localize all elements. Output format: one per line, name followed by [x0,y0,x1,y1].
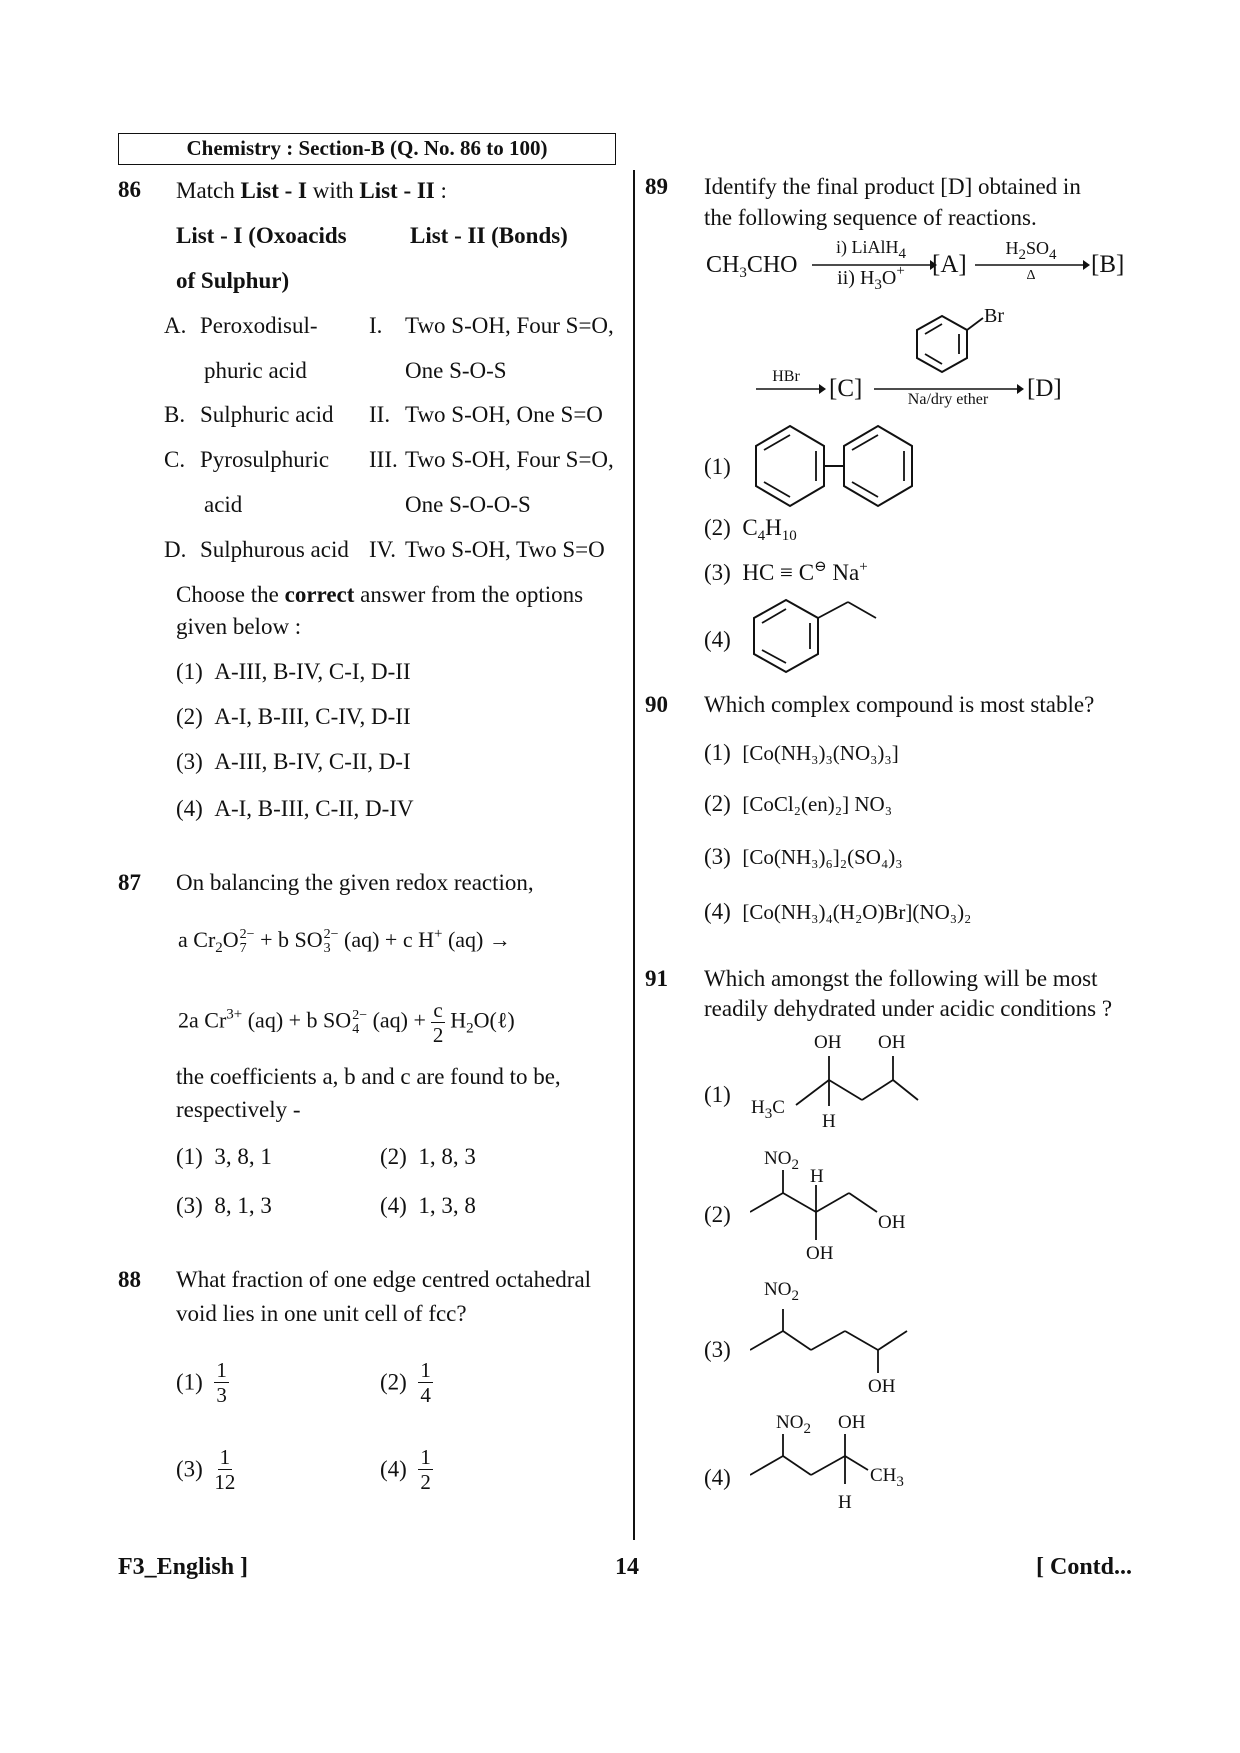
q91-s2-oh-right: OH [878,1212,906,1233]
q86-row-b-value: Sulphuric acid [200,402,334,427]
q90-option-1[interactable]: (1) [Co(NH₃)₃(NO₃)₃] [704,740,899,765]
q86-row-i-value-2: One S-O-S [405,358,507,383]
q86-row-iii-value-2: One S-O-O-S [405,492,531,517]
q87-equation-2: 2a $Cr^{3+}$ (aq) + b SO 2− 4 (aq) + $\frac{c}{2}$ $H_2O(\ell)$ [178,998,515,1047]
q88-number: 88 [118,1267,141,1292]
q86-row-ii-value: Two S-OH, One S=O [405,402,603,427]
q87-text-1: the coefficients a, b and c are found to be, [176,1064,561,1089]
q87-number: 87 [118,870,141,895]
q91-s2-oh-bottom: OH [806,1243,834,1264]
column-divider [633,170,635,1540]
q89-reagent-1-bottom: ii) $H_3O^+$ [837,263,905,293]
page-number: 14 [615,1554,639,1580]
q89-option-4[interactable]: (4) [704,627,731,652]
q89-number: 89 [645,174,668,199]
q89-option-3[interactable]: (3) HC ≡ C⊖ Na+ [704,559,868,585]
q91-structure-3[interactable] [750,1295,930,1395]
q89-reagent-2-bottom: Δ [1026,268,1036,283]
q89-option-2[interactable]: (2) $C_4H_{10}$ [704,515,797,544]
q91-s4-oh: OH [838,1412,866,1433]
q91-s3-no2: $NO_2$ [764,1279,799,1304]
q91-stem-1: Which amongst the following will be most [704,966,1098,991]
q86-row-iii-value: Two S-OH, Four S=O, [405,447,614,472]
q86-row-iv-key: IV. [369,537,397,562]
q91-s4-ch3: $CH_3$ [870,1465,904,1490]
q89-reagent-4: Na/dry ether [907,391,989,408]
q86-row-c-value-2: acid [204,492,243,517]
q86-row-a-key: A. [164,313,187,338]
q90-option-4[interactable]: (4) [Co(NH₃)₄(H₂O)Br](NO₃)₂ [704,899,972,924]
footer-continued: [ Contd... [1036,1554,1133,1580]
biphenyl-structure[interactable] [748,420,918,512]
q86-row-i-value: Two S-OH, Four S=O, [405,313,614,338]
q91-stem-2: readily dehydrated under acidic conditions ? [704,996,1113,1021]
q87-option-2[interactable]: (2) 1, 8, 3 [380,1144,476,1169]
q86-choose-line: Choose the correct answer from the options [176,582,584,607]
q91-s1-h3c: $H_3C$ [751,1097,785,1122]
q88-option-3[interactable]: (3) $\frac{1}{12}$ [176,1445,236,1494]
q86-row-i-key: I. [369,313,383,338]
q91-option-3[interactable]: (3) [704,1337,731,1362]
q90-option-3[interactable]: (3) [Co(NH₃)₆]₂(SO₄)₃ [704,844,903,869]
q87-option-4[interactable]: (4) 1, 3, 8 [380,1193,476,1218]
q91-s2-no2: $NO_2$ [764,1148,799,1173]
q87-text-2: respectively - [176,1097,301,1122]
q91-s3-oh: OH [868,1376,896,1397]
q86-list1-header-2: of Sulphur) [176,268,290,293]
q89-option-1[interactable]: (1) [704,454,731,479]
q89-product-a: [A] [932,251,967,278]
q89-reagent-2-top: $H_2SO_4$ [1005,238,1057,263]
q91-s4-h: H [838,1492,852,1513]
q86-row-ii-key: II. [369,402,391,427]
q86-row-c-key: C. [164,447,186,472]
q90-stem: Which complex compound is most stable? [704,692,1095,717]
q90-option-2[interactable]: (2) [CoCl₂(en)₂] NO₃ [704,791,893,816]
q89-stem-2: the following sequence of reactions. [704,205,1037,230]
q87-stem: On balancing the given redox reaction, [176,870,534,895]
q87-option-3[interactable]: (3) 8, 1, 3 [176,1193,272,1218]
footer-booklet-code: F3_English ] [118,1554,249,1580]
q88-option-2[interactable]: (2) $\frac{1}{4}$ [380,1358,431,1407]
q89-product-d: [D] [1027,375,1062,402]
q87-option-1[interactable]: (1) 3, 8, 1 [176,1144,272,1169]
q89-reagent-1-top: i) LiAlH$_4$ [836,237,906,262]
q86-option-2[interactable]: (2) A-I, B-III, C-IV, D-II [176,704,411,729]
q91-option-1[interactable]: (1) [704,1082,731,1107]
q86-option-3[interactable]: (3) A-III, B-IV, C-II, D-I [176,749,411,774]
q91-s4-no2: $NO_2$ [776,1412,811,1437]
q86-number: 86 [118,177,141,202]
q86-choose-line-2: given below : [176,614,302,639]
q86-row-iii-key: III. [369,447,398,472]
q90-number: 90 [645,692,668,717]
q86-stem: Match List - I with List - II : [176,178,447,203]
q89-reagent-3: HBr [772,368,800,385]
q89-product-b: [B] [1091,251,1125,278]
q86-list2-header: List - II (Bonds) [410,223,568,248]
q88-option-4[interactable]: (4) $\frac{1}{2}$ [380,1445,431,1494]
q91-option-2[interactable]: (2) [704,1202,731,1227]
q86-row-a-value: Peroxodisul- [200,313,318,338]
q89-product-c: [C] [829,375,863,402]
q86-list1-header: List - I (Oxoacids [176,223,347,248]
q91-s1-oh-left: OH [814,1032,842,1053]
q89-bromo-label: Br [984,305,1004,327]
q91-number: 91 [645,966,668,991]
q88-option-1[interactable]: (1) $\frac{1}{3}$ [176,1358,227,1407]
q86-row-c-value: Pyrosulphuric [200,447,330,472]
q91-option-4[interactable]: (4) [704,1465,731,1490]
q86-row-a-value-2: phuric acid [204,358,307,383]
q88-stem-1: What fraction of one edge centred octahedral [176,1267,592,1292]
q86-option-1[interactable]: (1) A-III, B-IV, C-I, D-II [176,659,411,684]
q87-equation-1: a $Cr_2O$ 2− 7 + b SO 2− 3 (aq) + c H+ (aq) → [178,926,511,956]
q86-row-d-value: Sulphurous acid [200,537,349,562]
ethylbenzene-structure[interactable] [748,596,888,676]
q86-row-iv-value: Two S-OH, Two S=O [405,537,605,562]
q89-reactant: $CH_3CHO$ [706,252,798,281]
q89-arrow-3 [756,383,826,395]
q86-row-d-key: D. [164,537,187,562]
q91-s1-h: H [822,1111,836,1132]
section-title: Chemistry : Section-B (Q. No. 86 to 100) [118,133,616,165]
q86-row-b-key: B. [164,402,186,427]
q86-option-4[interactable]: (4) A-I, B-III, C-II, D-IV [176,796,414,821]
q89-stem-1: Identify the final product [D] obtained in [704,174,1081,199]
q88-stem-2: void lies in one unit cell of fcc? [176,1301,467,1326]
q91-s2-h: H [810,1166,824,1187]
q91-s1-oh-right: OH [878,1032,906,1053]
